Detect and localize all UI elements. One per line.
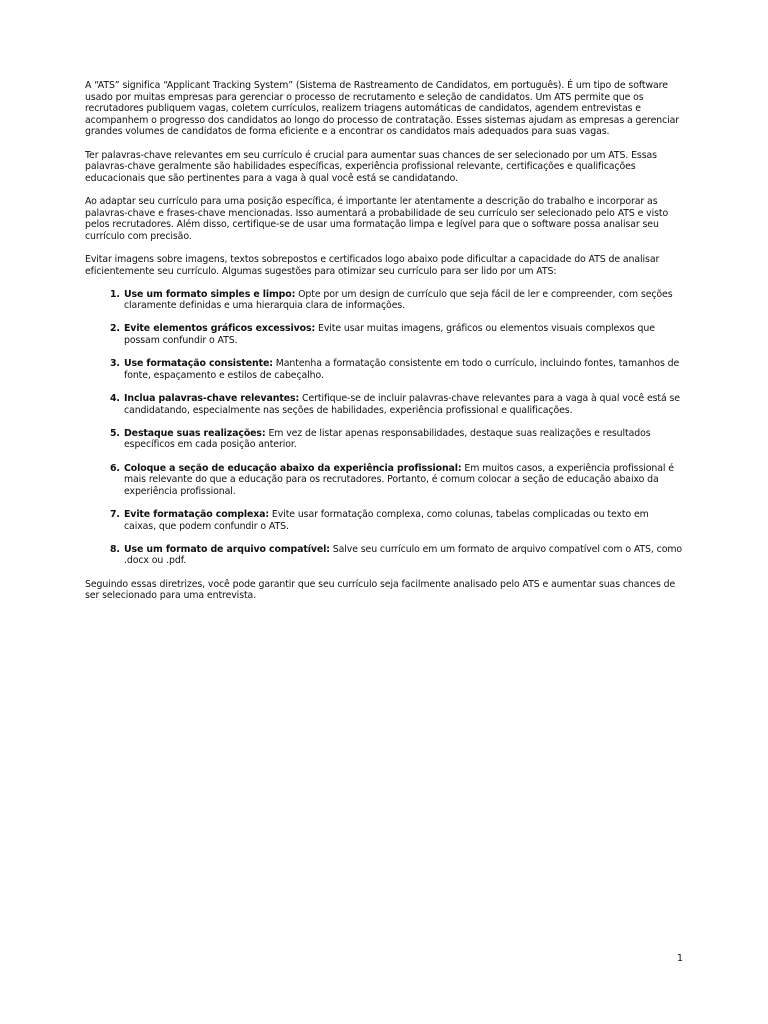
list-item — [85, 428, 683, 451]
list-item-number: 7. — [110, 508, 120, 520]
list-item-number: 8. — [110, 543, 120, 555]
list-item-number: 1. — [110, 288, 120, 300]
closing-paragraph: Seguindo essas diretrizes, você pode garantir que seu currículo seja facilmente analisado pelo ATS e aumentar suas chances de ser selecionado para uma entrevista. — [85, 578, 676, 602]
list-item — [85, 509, 683, 532]
list-item-text: Opte por um design de currículo que seja fácil de ler e compreender, com seções claramente definidas e uma hierarquia clara de informações. — [124, 288, 673, 312]
list-item-title: Use um formato simples e limpo: — [124, 288, 296, 300]
list-item — [85, 358, 683, 381]
list-item-text: Evite usar formatação complexa, como colunas, tabelas complicadas ou texto em caixas, que podem confundir o ATS. — [124, 508, 649, 532]
list-item-text: Mantenha a formatação consistente em todo o currículo, incluindo fontes, tamanhos de fonte, espaçamento e estilos de cabeçalho. — [124, 358, 680, 381]
list-item-number: 2. — [110, 323, 120, 335]
list-item — [85, 323, 683, 346]
list-item-title: Coloque a seção de educação abaixo da experiência profissional: — [124, 462, 462, 474]
adapt-paragraph: Ao adaptar seu currículo para uma posição específica, é importante ler atentamente a descrição do trabalho e incorporar as palavras-chave e frases-chave mencionadas. Isso aumentará a probabilidade de seu currículo ser selecionado pelo ATS e visto pelos recrutadores. Além disso, certifique-se de usar uma formatação limpa e legível para que o software possa analisar seu currículo com precisão. — [85, 195, 669, 242]
list-item-text: Salve seu currículo em um formato de arquivo compatível com o ATS, como .docx ou .pdf. — [124, 543, 683, 567]
list-item-text: Em vez de listar apenas responsabilidades, destaque suas realizações e resultados específicos em cada posição anterior. — [124, 427, 651, 451]
list-item-title: Inclua palavras-chave relevantes: — [124, 393, 300, 405]
list-item-number: 5. — [110, 427, 120, 439]
list-item-title: Use formatação consistente: — [124, 358, 273, 370]
list-item-title: Use um formato de arquivo compatível: — [124, 543, 330, 555]
list-item — [85, 393, 683, 416]
list-item — [85, 463, 683, 498]
list-item-title: Evite formatação complexa: — [124, 508, 270, 520]
list-item-title: Evite elementos gráficos excessivos: — [124, 323, 316, 335]
keywords-paragraph: Ter palavras-chave relevantes em seu currículo é crucial para aumentar suas chances de ser selecionado por um ATS. Essas palavras-chave geralmente são habilidades específicas, experiência profissional relevante, certificações e qualificações educacionais que são pertinentes para a vaga à qual você está se candidatando. — [85, 149, 657, 184]
list-item — [85, 289, 683, 312]
list-item-number: 3. — [110, 358, 120, 370]
list-item-number: 6. — [110, 462, 120, 474]
intro-paragraph: A “ATS” significa “Applicant Tracking System” (Sistema de Rastreamento de Candidatos, em português). É um tipo de software usado por muitas empresas para gerenciar o processo de recrutamento e seleção de candidatos. Um ATS permite que os recrutadores publiquem vagas, coletem currículos, realizem triagens automáticas de candidatos, agendem entrevistas e acompanhem o progresso dos candidatos ao longo do processo de contratação. Esses sistemas ajudam as empresas a gerenciar grandes volumes de candidatos de forma eficiente e a encontrar os candidatos mais adequados para suas vagas. — [85, 80, 680, 138]
page-number: 1 — [677, 953, 683, 964]
document-body — [85, 80, 683, 613]
list-item-number: 4. — [110, 393, 120, 405]
suggestions-intro-paragraph: Evitar imagens sobre imagens, textos sobrepostos e certificados logo abaixo pode dificultar a capacidade do ATS de analisar eficientemente seu currículo. Algumas sugestões para otimizar seu currículo para ser lido por um ATS: — [85, 253, 660, 277]
list-item-text: Evite usar muitas imagens, gráficos ou elementos visuais complexos que possam confundir o ATS. — [124, 323, 655, 347]
list-item-text: Certifique-se de incluir palavras-chave relevantes para a vaga à qual você está se candidatando, especialmente nas seções de habilidades, experiência profissional e qualificações. — [124, 393, 680, 416]
list-item — [85, 544, 683, 567]
suggestions-list — [85, 289, 683, 567]
list-item-title: Destaque suas realizações: — [124, 427, 266, 439]
list-item-text: Em muitos casos, a experiência profissional é mais relevante do que a educação para os recrutadores. Portanto, é comum colocar a seção de educação abaixo da experiência profissional. — [124, 462, 674, 497]
